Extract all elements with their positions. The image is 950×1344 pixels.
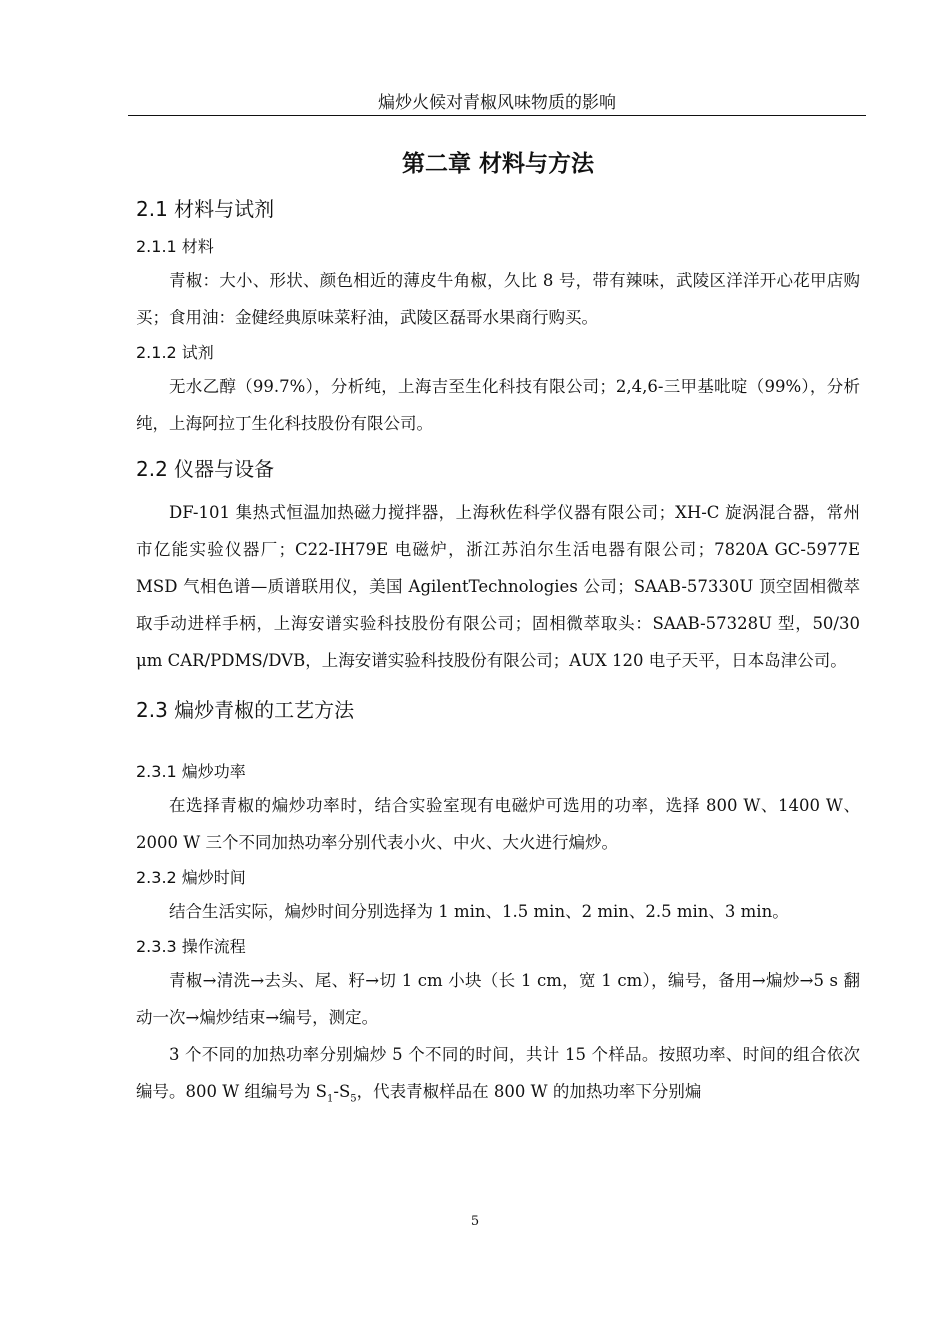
section-2-3-1-heading: 2.3.1 煸炒功率 <box>136 762 246 781</box>
equipment-paragraph: DF-101 集热式恒温加热磁力搅拌器，上海秋佐科学仪器有限公司；XH-C 旋涡混合器，常州市亿能实验仪器厂；C22-IH79E 电磁炉，浙江苏泊尔生活电器有限公司；7820A GC-5977E MSD 气相色谱—质谱联用仪，美国 AgilentTechnologies 公司；SAAB-57330U 顶空固相微萃取手动进样手柄，上海安谱实验科技股份有限公司；固相微萃取头：SAAB-57328U 型，50/30 μm CAR/PDMS/DVB，上海安谱实验科技股份有限公司；AUX 120 电子天平，日本岛津公司。 <box>136 503 860 670</box>
sample-numbering-paragraph <box>136 1036 860 1117</box>
section-2-3-3-heading: 2.3.3 操作流程 <box>136 937 246 956</box>
time-paragraph: 结合生活实际，煸炒时间分别选择为 1 min、1.5 min、2 min、2.5 min、3 min。 <box>169 902 789 921</box>
spacer <box>136 733 860 755</box>
power-paragraph: 在选择青椒的煸炒功率时，结合实验室现有电磁炉可选用的功率，选择 800 W、1400 W、2000 W 三个不同加热功率分别代表小火、中火、大火进行煸炒。 <box>136 796 860 852</box>
section-2-1-2-heading: 2.1.2 试剂 <box>136 343 214 362</box>
page-number: 5 <box>470 1214 480 1229</box>
procedure-paragraph: 青椒→清洗→去头、尾、籽→切 1 cm 小块（长 1 cm，宽 1 cm），编号，备用→煸炒→5 s 翻动一次→煸炒结束→编号，测定。 <box>136 971 860 1027</box>
sample-text-dash: -S <box>333 1082 351 1101</box>
page-body <box>136 140 860 1117</box>
section-2-1-heading: 2.1 材料与试剂 <box>136 197 275 221</box>
subscript-5: 5 <box>350 1093 357 1105</box>
running-header: 煸炒火候对青椒风味物质的影响 <box>378 93 616 113</box>
section-2-3-heading: 2.3 煸炒青椒的工艺方法 <box>136 698 355 722</box>
materials-paragraph: 青椒：大小、形状、颜色相近的薄皮牛角椒，久比 8 号，带有辣味，武陵区洋洋开心花甲店购买；食用油：金健经典原味菜籽油，武陵区磊哥水果商行购买。 <box>136 271 860 327</box>
sample-text-part-1: 3 个不同的加热功率分别煸炒 5 个不同的时间，共计 15 个样品。按照功率、时间的组合依次编号。800 W 组编号为 S <box>136 1045 860 1101</box>
subscript-1: 1 <box>327 1093 334 1105</box>
section-2-3-2-heading: 2.3.2 煸炒时间 <box>136 868 246 887</box>
section-2-2-heading: 2.2 仪器与设备 <box>136 457 275 481</box>
sample-text-part-2: ，代表青椒样品在 800 W 的加热功率下分别煸 <box>356 1082 702 1101</box>
header-rule <box>128 115 866 116</box>
chapter-title: 第二章 材料与方法 <box>401 151 594 177</box>
reagents-paragraph: 无水乙醇（99.7%），分析纯，上海吉至生化科技有限公司；2,4,6-三甲基吡啶（99%），分析纯，上海阿拉丁生化科技股份有限公司。 <box>136 377 860 433</box>
section-2-1-1-heading: 2.1.1 材料 <box>136 237 214 256</box>
